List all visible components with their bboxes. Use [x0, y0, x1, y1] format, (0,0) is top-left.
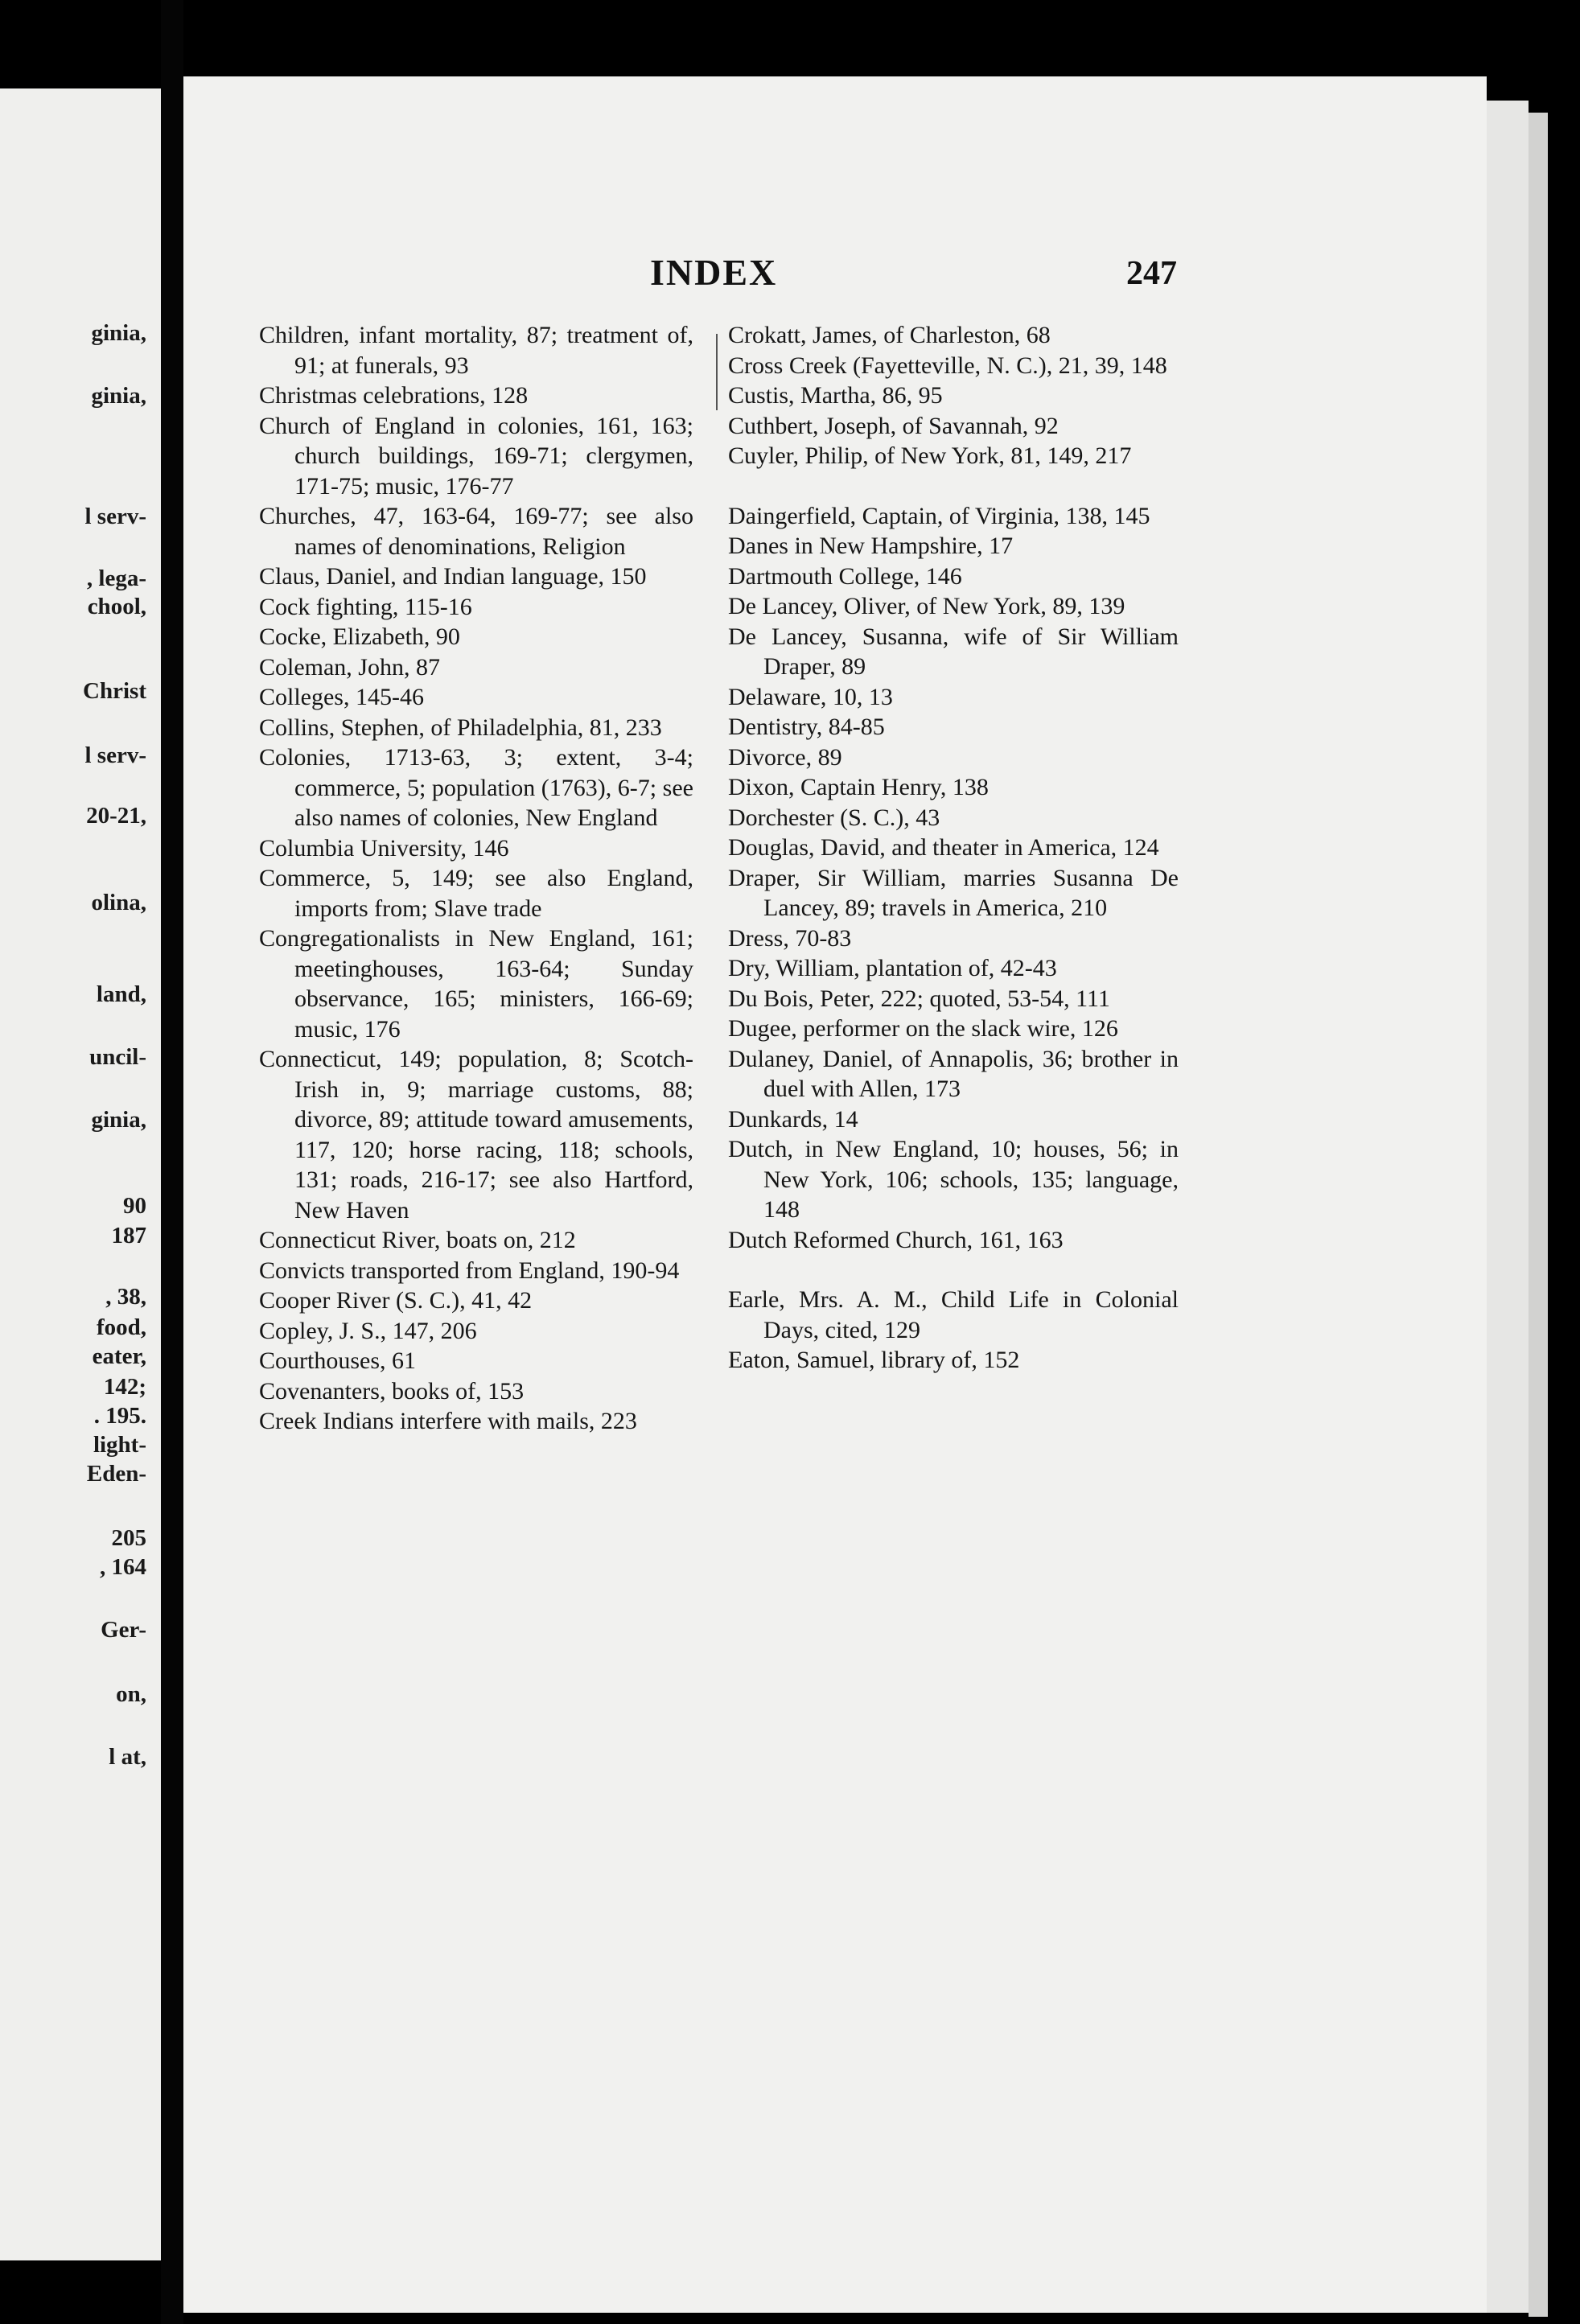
index-entry: Dentistry, 84-85	[728, 714, 885, 740]
facing-page-fragment: 187	[111, 1223, 146, 1248]
index-entry: Eaton, Samuel, library of, 152	[728, 1347, 1020, 1373]
index-entry: Creek Indians interfere with mails, 223	[259, 1408, 637, 1434]
page-title: INDEX	[650, 252, 778, 293]
index-entry: Delaware, 10, 13	[728, 683, 893, 710]
column-divider	[716, 334, 718, 410]
facing-page-fragment: Christ	[83, 678, 146, 704]
facing-page-fragment: ginia,	[91, 320, 146, 346]
index-entry: Churches, 47, 163-64, 169-77; see also names of denominations, Religion	[259, 503, 693, 560]
index-entry: Claus, Daniel, and Indian language, 150	[259, 563, 647, 590]
index-entry: Dartmouth College, 146	[728, 562, 962, 590]
page-number: 247	[1126, 255, 1177, 292]
facing-page-fragment: 90	[123, 1193, 146, 1219]
index-entry: Courthouses, 61	[259, 1347, 416, 1374]
facing-page-fragment: , 164	[100, 1554, 146, 1580]
index-entry: Copley, J. S., 147, 206	[259, 1317, 477, 1344]
index-group-d	[728, 501, 1179, 1256]
facing-page-fragment: l serv-	[84, 504, 146, 529]
index-entry: Dulaney, Daniel, of Annapolis, 36; brother in duel with Allen, 173	[728, 1045, 1179, 1102]
facing-page-fragment: , 38,	[105, 1284, 146, 1310]
facing-page-fragment: Eden-	[86, 1461, 146, 1487]
index-entry: Cross Creek (Fayetteville, N. C.), 21, 39, 148	[728, 352, 1167, 379]
index-entry: Children, infant mortality, 87; treatment of, 91; at funerals, 93	[259, 322, 693, 379]
index-entry: Dress, 70-83	[728, 924, 852, 952]
facing-page-fragment: ginia,	[91, 383, 146, 409]
facing-page-fragment: chool,	[87, 594, 146, 619]
index-entry: Daingerfield, Captain, of Virginia, 138, 145	[728, 502, 1150, 529]
facing-page-fragment: , lega-	[86, 566, 146, 591]
index-group-c	[728, 320, 1179, 471]
index-entry: Crokatt, James, of Charleston, 68	[728, 322, 1051, 348]
index-entry: Coleman, John, 87	[259, 653, 440, 681]
index-entry: Connecticut River, boats on, 212	[259, 1227, 576, 1253]
index-entry: Christmas celebrations, 128	[259, 382, 529, 409]
index-entry: Convicts transported from England, 190-94	[259, 1257, 680, 1284]
page-edge	[1487, 101, 1529, 2313]
index-entry: Cock fighting, 115-16	[259, 593, 472, 620]
index-column-left	[259, 320, 693, 1437]
group-gap	[728, 1255, 1179, 1285]
facing-page-fragment: l serv-	[84, 742, 146, 768]
index-entry: Dugee, performer on the slack wire, 126	[728, 1015, 1118, 1042]
facing-page-fragment: . 195.	[93, 1403, 146, 1429]
index-entry: Draper, Sir William, marries Susanna De Lancey, 89; travels in America, 210	[728, 864, 1179, 921]
index-entry: Commerce, 5, 149; see also England, imports from; Slave trade	[259, 865, 693, 922]
index-entry: Connecticut, 149; population, 8; Scotch-Irish in, 9; marriage customs, 88; divorce, 89; attitude toward amusements, 117, 120; horse racing, 118; schools, 131; roads, 216-17; see also Hartford, New Haven	[259, 1046, 693, 1224]
index-entry: Church of England in colonies, 161, 163; church buildings, 169-71; clergymen, 171-75; music, 176-77	[259, 412, 693, 500]
index-entry: Dunkards, 14	[728, 1105, 858, 1133]
index-entry: Dorchester (S. C.), 43	[728, 804, 940, 831]
index-entry: Douglas, David, and theater in America, 124	[728, 834, 1159, 861]
book-gutter	[161, 0, 183, 2324]
index-entry: Dixon, Captain Henry, 138	[728, 774, 989, 800]
index-entry: De Lancey, Susanna, wife of Sir William Draper, 89	[728, 623, 1179, 680]
index-entry: Dutch Reformed Church, 161, 163	[728, 1226, 1064, 1253]
index-entry: Cocke, Elizabeth, 90	[259, 623, 460, 650]
facing-page-fragment: land,	[96, 981, 146, 1007]
index-entry: Dry, William, plantation of, 42-43	[728, 955, 1057, 981]
index-entry: Collins, Stephen, of Philadelphia, 81, 233	[259, 714, 662, 741]
index-entry: Congregationalists in New England, 161; meetinghouses, 163-64; Sunday observance, 165; ministers, 166-69; music, 176	[259, 925, 693, 1043]
facing-page-fragment: 20-21,	[86, 803, 146, 829]
index-entry: Divorce, 89	[728, 743, 842, 771]
index-entry: Columbia University, 146	[259, 834, 509, 862]
index-entry: Colonies, 1713-63, 3; extent, 3-4; commerce, 5; population (1763), 6-7; see also names of colonies, New England	[259, 744, 693, 831]
facing-page-fragment: light-	[93, 1432, 146, 1458]
facing-page-fragment: 142;	[103, 1374, 146, 1400]
facing-page-fragment: 205	[111, 1525, 146, 1551]
facing-page-fragment: olina,	[91, 890, 146, 915]
index-entry: Cooper River (S. C.), 41, 42	[259, 1287, 533, 1314]
index-entry: Cuthbert, Joseph, of Savannah, 92	[728, 412, 1059, 439]
index-entry: Dutch, in New England, 10; houses, 56; in New York, 106; schools, 135; language, 148	[728, 1136, 1179, 1223]
index-entry: Du Bois, Peter, 222; quoted, 53-54, 111	[728, 985, 1110, 1012]
facing-page-fragment: l at,	[109, 1744, 146, 1770]
index-entry: Cuyler, Philip, of New York, 81, 149, 217	[728, 442, 1132, 469]
facing-page-fragment: eater,	[92, 1343, 146, 1369]
index-entry: Danes in New Hampshire, 17	[728, 533, 1014, 559]
group-gap	[728, 471, 1179, 501]
index-group-e	[728, 1285, 1179, 1376]
facing-page-fragment: ginia,	[91, 1107, 146, 1133]
index-entry: Colleges, 145-46	[259, 684, 424, 710]
index-entry: Covenanters, books of, 153	[259, 1377, 525, 1405]
index-column-right	[728, 320, 1179, 1376]
facing-page	[0, 88, 161, 2260]
facing-page-fragment: Ger-	[101, 1617, 146, 1643]
index-entry: Custis, Martha, 86, 95	[728, 382, 943, 409]
facing-page-fragment: on,	[116, 1681, 146, 1707]
index-entry: Earle, Mrs. A. M., Child Life in Colonial Days, cited, 129	[728, 1286, 1179, 1343]
facing-page-fragment: uncil-	[89, 1044, 146, 1070]
index-entry: De Lancey, Oliver, of New York, 89, 139	[728, 593, 1125, 619]
facing-page-fragment: food,	[96, 1314, 146, 1340]
page-edge-shadow	[1529, 113, 1548, 2317]
